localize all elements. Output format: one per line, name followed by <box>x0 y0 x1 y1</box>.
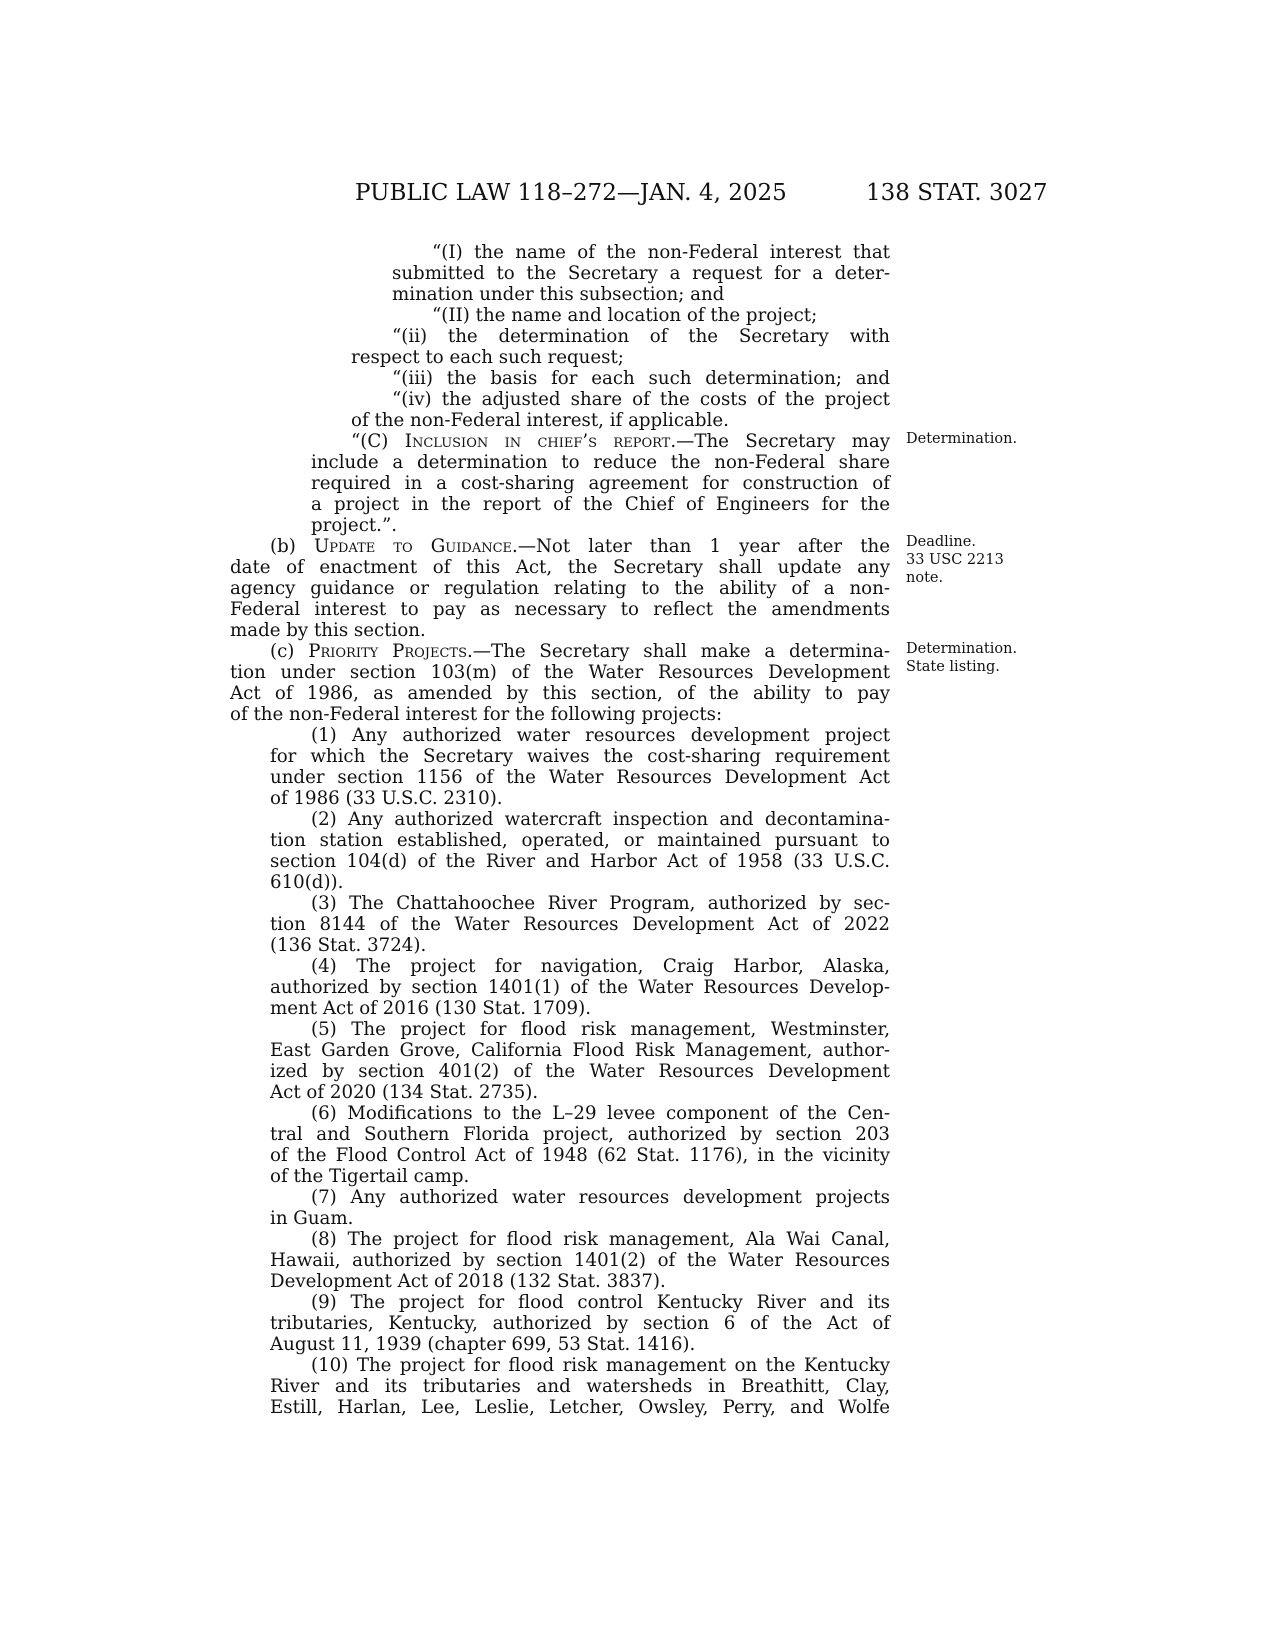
text-line: submitted to the Secretary a request for a deter- <box>392 263 890 284</box>
list-item-8: (8) The project for flood risk management, Ala Wai Canal, <box>311 1229 890 1250</box>
text-line: “(iii) the basis for each such determination; and <box>392 368 890 389</box>
subsection-c-heading: Priority Projects. <box>308 641 473 662</box>
subparagraph-c-prefix: “(C) <box>351 431 405 452</box>
text-line: tion 8144 of the Water Resources Development Act of 2022 <box>270 914 890 935</box>
margin-note-deadline: Deadline. 33 USC 2213 note. <box>906 534 1004 586</box>
text-line: 610(d)). <box>270 872 344 893</box>
text-line: Federal interest to pay as necessary to reflect the amendments <box>230 599 890 620</box>
text-line: tributaries, Kentucky, authorized by section 6 of the Act of <box>270 1313 890 1334</box>
subparagraph-c-heading: Inclusion in chief’s report. <box>404 431 677 452</box>
text-line: date of enactment of this Act, the Secretary shall update any <box>230 557 890 578</box>
text-line: include a determination to reduce the non-Federal share <box>311 452 890 473</box>
subsection-b-line <box>230 536 890 557</box>
text-line: (136 Stat. 3724). <box>270 935 427 956</box>
list-item-9: (9) The project for flood control Kentucky River and its <box>311 1292 890 1313</box>
text-line: of 1986 (33 U.S.C. 2310). <box>270 788 503 809</box>
text-line: section 104(d) of the River and Harbor Act of 1958 (33 U.S.C. <box>270 851 890 872</box>
subsection-c-prefix: (c) <box>270 641 309 662</box>
text-line: —Not later than 1 year after the <box>517 536 890 557</box>
text-line: in Guam. <box>270 1208 354 1229</box>
text-line: agency guidance or regulation relating to the ability of a non- <box>230 578 890 599</box>
statute-page-number: 138 STAT. 3027 <box>866 180 1048 206</box>
list-item-1: (1) Any authorized water resources development project <box>311 725 890 746</box>
text-line: Estill, Harlan, Lee, Leslie, Letcher, Owsley, Perry, and Wolfe <box>270 1397 890 1418</box>
text-line: made by this section. <box>230 620 426 641</box>
list-item-4: (4) The project for navigation, Craig Harbor, Alaska, <box>311 956 890 977</box>
text-line: under section 1156 of the Water Resources Development Act <box>270 767 890 788</box>
margin-note-determination: Determination. <box>906 431 1018 447</box>
text-line: “(II) the name and location of the project; <box>432 305 818 326</box>
text-line: —The Secretary may <box>676 431 890 452</box>
subsection-b-heading: Update to Guidance. <box>313 536 518 557</box>
text-line: tral and Southern Florida project, authorized by section 203 <box>270 1124 890 1145</box>
text-line: Development Act of 2018 (132 Stat. 3837). <box>270 1271 666 1292</box>
text-line: River and its tributaries and watersheds in Breathitt, Clay, <box>270 1376 890 1397</box>
text-line: a project in the report of the Chief of Engineers for the <box>311 494 890 515</box>
text-line: of the non-Federal interest, if applicable. <box>351 410 729 431</box>
text-line: for which the Secretary waives the cost-sharing requirement <box>270 746 890 767</box>
text-line: August 11, 1939 (chapter 699, 53 Stat. 1416). <box>270 1334 696 1355</box>
text-line: required in a cost-sharing agreement for construction of <box>311 473 890 494</box>
document-body <box>230 242 890 1418</box>
list-item-2: (2) Any authorized watercraft inspection and decontamina- <box>311 809 890 830</box>
text-line: authorized by section 1401(1) of the Water Resources Develop- <box>270 977 890 998</box>
list-item-3: (3) The Chattahoochee River Program, authorized by sec- <box>311 893 890 914</box>
text-line: Act of 1986, as amended by this section, of the ability to pay <box>230 683 890 704</box>
list-item-10: (10) The project for flood risk management on the Kentucky <box>311 1355 890 1376</box>
list-item-6: (6) Modifications to the L–29 levee component of the Cen- <box>311 1103 890 1124</box>
text-line: —The Secretary shall make a determina- <box>472 641 890 662</box>
text-line: tion station established, operated, or maintained pursuant to <box>270 830 890 851</box>
text-line: ment Act of 2016 (130 Stat. 1709). <box>270 998 591 1019</box>
list-item-7: (7) Any authorized water resources development projects <box>311 1187 890 1208</box>
margin-note-state-listing: Determination. State listing. <box>906 641 1018 675</box>
text-line: East Garden Grove, California Flood Risk Management, author- <box>270 1040 890 1061</box>
subsection-c-line <box>230 641 890 662</box>
text-line: Act of 2020 (134 Stat. 2735). <box>270 1082 539 1103</box>
text-line: respect to each such request; <box>351 347 624 368</box>
text-line: mination under this subsection; and <box>392 284 725 305</box>
text-line: project.”. <box>311 515 398 536</box>
text-line: of the Flood Control Act of 1948 (62 Stat. 1176), in the vicinity <box>270 1145 890 1166</box>
text-line: tion under section 103(m) of the Water Resources Development <box>230 662 890 683</box>
subparagraph-c-line <box>230 431 890 452</box>
text-line: “(ii) the determination of the Secretary with <box>392 326 890 347</box>
text-line: Hawaii, authorized by section 1401(2) of the Water Resources <box>270 1250 890 1271</box>
text-line: “(iv) the adjusted share of the costs of the project <box>392 389 890 410</box>
list-item-5: (5) The project for flood risk management, Westminster, <box>311 1019 890 1040</box>
text-line: of the Tigertail camp. <box>270 1166 470 1187</box>
running-header-title: PUBLIC LAW 118–272—JAN. 4, 2025 <box>355 180 787 206</box>
text-line: “(I) the name of the non-Federal interest that <box>432 242 890 263</box>
text-line: of the non-Federal interest for the following projects: <box>230 704 723 725</box>
text-line: ized by section 401(2) of the Water Resources Development <box>270 1061 890 1082</box>
subsection-b-prefix: (b) <box>270 536 314 557</box>
